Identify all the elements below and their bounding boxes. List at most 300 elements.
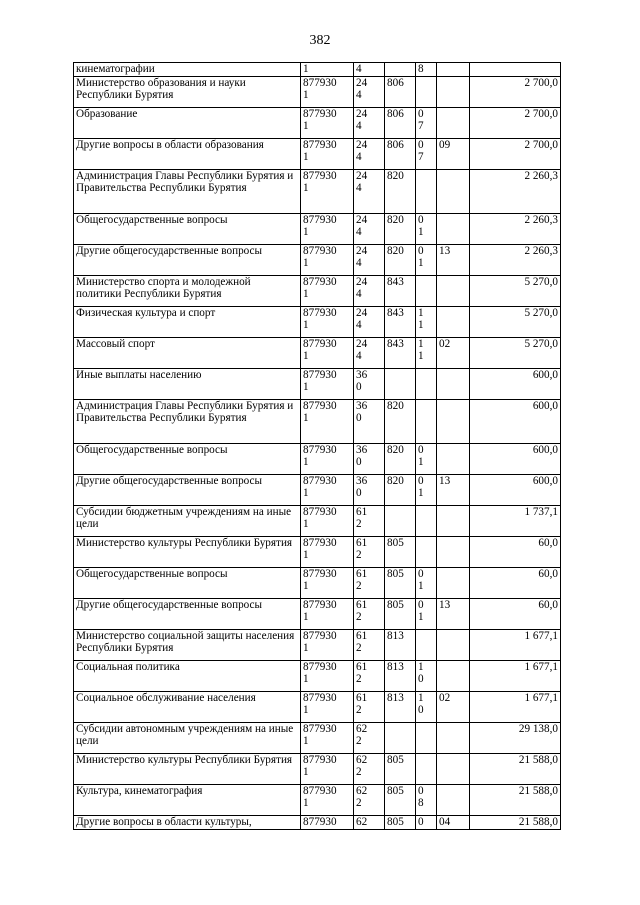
expense-type-cell [354, 399, 385, 443]
target-article-cell [301, 244, 354, 275]
expense-type-cell-text: 61 [356, 691, 368, 704]
expense-type-cell-text: 4 [356, 151, 362, 163]
expense-type-cell-text: 61 [356, 536, 368, 549]
ministry-code-cell [385, 505, 416, 536]
table-row [74, 598, 561, 629]
expense-type-cell-text: 24 [356, 213, 368, 226]
target-article-cell-text: 877930 [303, 722, 337, 735]
expense-type-cell [354, 138, 385, 169]
subsection-cell [437, 169, 470, 213]
target-article-cell-text: 877930 [303, 138, 337, 151]
target-article-cell-text: 1 [303, 288, 309, 300]
ministry-code-cell [385, 598, 416, 629]
section-cell [416, 505, 437, 536]
row-name-cell-text: Министерство культуры Республики Бурятия [76, 536, 293, 549]
expense-type-cell [354, 275, 385, 306]
expense-type-cell-text: 0 [356, 381, 362, 393]
expense-type-cell-text: 36 [356, 474, 368, 487]
amount-cell-text: 5 270,0 [524, 275, 558, 288]
row-name-cell [74, 753, 301, 784]
table-row [74, 815, 561, 829]
section-cell-text: 8 [418, 797, 424, 809]
row-name-cell [74, 76, 301, 107]
section-cell-text: 8 [418, 63, 424, 75]
section-cell [416, 753, 437, 784]
expense-type-cell [354, 784, 385, 815]
target-article-cell-text: 1 [303, 766, 309, 778]
ministry-code-cell [385, 629, 416, 660]
row-name-cell [74, 368, 301, 399]
amount-cell [470, 63, 561, 77]
target-article-cell-text: 1 [303, 226, 309, 238]
row-name-cell [74, 244, 301, 275]
table-row [74, 107, 561, 138]
expense-type-cell-text: 4 [356, 120, 362, 132]
amount-cell-text: 1 677,1 [524, 691, 558, 704]
ministry-code-cell-text: 843 [387, 306, 404, 319]
ministry-code-cell-text: 820 [387, 399, 404, 412]
section-cell [416, 368, 437, 399]
expense-type-cell-text: 4 [356, 89, 362, 101]
ministry-code-cell-text: 805 [387, 598, 404, 611]
row-name-cell-text: Субсидии бюджетным учреждениям на иные цели [76, 505, 292, 530]
table-row [74, 306, 561, 337]
amount-cell-text: 5 270,0 [524, 337, 558, 350]
section-cell-text: 1 [418, 337, 424, 350]
table-row [74, 368, 561, 399]
row-name-cell-text: Администрация Главы Республики Бурятия и Правительства Республики Бурятия [76, 169, 294, 194]
ministry-code-cell-text: 805 [387, 815, 404, 828]
amount-cell [470, 815, 561, 829]
target-article-cell-text: 1 [303, 797, 309, 809]
expense-type-cell-text: 62 [356, 784, 368, 797]
section-cell [416, 598, 437, 629]
ministry-code-cell-text: 843 [387, 337, 404, 350]
table-row [74, 536, 561, 567]
row-name-cell-text: Социальная политика [76, 660, 180, 673]
table-row [74, 443, 561, 474]
section-cell-text: 0 [418, 138, 424, 151]
target-article-cell [301, 753, 354, 784]
table-row [74, 275, 561, 306]
target-article-cell-text: 877930 [303, 213, 337, 226]
subsection-cell [437, 722, 470, 753]
expense-type-cell [354, 169, 385, 213]
section-cell-text: 1 [418, 306, 424, 319]
ministry-code-cell [385, 306, 416, 337]
target-article-cell-text: 1 [303, 89, 309, 101]
expense-type-cell-text: 61 [356, 505, 368, 518]
target-article-cell-text: 1 [303, 63, 309, 75]
target-article-cell-text: 877930 [303, 76, 337, 89]
expense-type-cell-text: 62 [356, 753, 368, 766]
amount-cell [470, 107, 561, 138]
section-cell-text: 1 [418, 226, 424, 238]
target-article-cell-text: 877930 [303, 107, 337, 120]
subsection-cell [437, 567, 470, 598]
page-number: 382 [309, 33, 331, 48]
amount-cell [470, 784, 561, 815]
section-cell [416, 722, 437, 753]
section-cell-text: 0 [418, 474, 424, 487]
row-name-cell [74, 784, 301, 815]
expense-type-cell [354, 660, 385, 691]
table-row [74, 722, 561, 753]
expense-type-cell-text: 4 [356, 63, 362, 75]
expense-type-cell-text: 4 [356, 319, 362, 331]
section-cell [416, 784, 437, 815]
expense-type-cell [354, 567, 385, 598]
row-name-cell [74, 629, 301, 660]
amount-cell-text: 2 700,0 [524, 107, 558, 120]
ministry-code-cell [385, 213, 416, 244]
expense-type-cell-text: 2 [356, 549, 362, 561]
target-article-cell-text: 1 [303, 412, 309, 424]
section-cell [416, 337, 437, 368]
target-article-cell-text: 1 [303, 580, 309, 592]
section-cell [416, 691, 437, 722]
target-article-cell-text: 1 [303, 381, 309, 393]
amount-cell [470, 474, 561, 505]
ministry-code-cell-text: 820 [387, 474, 404, 487]
target-article-cell [301, 784, 354, 815]
section-cell-text: 0 [418, 107, 424, 120]
amount-cell-text: 21 588,0 [518, 753, 558, 766]
ministry-code-cell [385, 784, 416, 815]
ministry-code-cell [385, 474, 416, 505]
target-article-cell-text: 877930 [303, 505, 337, 518]
section-cell-text: 0 [418, 443, 424, 456]
table-row [74, 753, 561, 784]
section-cell-text: 1 [418, 691, 424, 704]
expense-type-cell [354, 213, 385, 244]
target-article-cell [301, 306, 354, 337]
expense-type-cell-text: 2 [356, 797, 362, 809]
ministry-code-cell-text: 806 [387, 76, 404, 89]
row-name-cell [74, 275, 301, 306]
row-name-cell-text: Другие общегосударственные вопросы [76, 598, 263, 611]
row-name-cell-text: Образование [76, 107, 138, 120]
amount-cell-text: 1 737,1 [524, 505, 558, 518]
expense-type-cell-text: 4 [356, 182, 362, 194]
ministry-code-cell-text: 805 [387, 536, 404, 549]
expense-type-cell [354, 76, 385, 107]
target-article-cell-text: 1 [303, 257, 309, 269]
subsection-cell [437, 244, 470, 275]
target-article-cell-text: 877930 [303, 169, 337, 182]
target-article-cell-text: 877930 [303, 753, 337, 766]
subsection-cell [437, 691, 470, 722]
table-row [74, 76, 561, 107]
expense-type-cell-text: 36 [356, 443, 368, 456]
section-cell [416, 306, 437, 337]
ministry-code-cell-text: 820 [387, 213, 404, 226]
table-row [74, 629, 561, 660]
expense-type-cell [354, 753, 385, 784]
row-name-cell-text: Министерство образования и науки Республики Бурятия [76, 76, 246, 101]
expense-type-cell-text: 2 [356, 735, 362, 747]
amount-cell-text: 21 588,0 [518, 815, 558, 828]
ministry-code-cell-text: 820 [387, 443, 404, 456]
subsection-cell-text: 02 [439, 691, 451, 704]
subsection-cell [437, 536, 470, 567]
row-name-cell-text: кинематографии [76, 63, 155, 75]
ministry-code-cell-text: 820 [387, 244, 404, 257]
amount-cell-text: 600,0 [532, 474, 558, 487]
expense-type-cell [354, 536, 385, 567]
ministry-code-cell-text: 805 [387, 753, 404, 766]
expense-type-cell-text: 4 [356, 257, 362, 269]
expense-type-cell-text: 2 [356, 766, 362, 778]
subsection-cell [437, 107, 470, 138]
subsection-cell [437, 443, 470, 474]
ministry-code-cell [385, 567, 416, 598]
target-article-cell-text: 877930 [303, 306, 337, 319]
section-cell-text: 0 [418, 244, 424, 257]
subsection-cell [437, 399, 470, 443]
section-cell-text: 1 [418, 456, 424, 468]
section-cell-text: 1 [418, 487, 424, 499]
subsection-cell [437, 660, 470, 691]
expense-type-cell-text: 24 [356, 169, 368, 182]
row-name-cell [74, 169, 301, 213]
expense-type-cell-text: 2 [356, 580, 362, 592]
ministry-code-cell [385, 169, 416, 213]
expense-type-cell-text: 61 [356, 660, 368, 673]
row-name-cell [74, 443, 301, 474]
expense-type-cell [354, 474, 385, 505]
row-name-cell-text: Общегосударственные вопросы [76, 567, 228, 580]
amount-cell [470, 691, 561, 722]
target-article-cell [301, 399, 354, 443]
subsection-cell-text: 04 [439, 815, 451, 828]
target-article-cell-text: 877930 [303, 691, 337, 704]
section-cell-text: 1 [418, 660, 424, 673]
subsection-cell [437, 474, 470, 505]
row-name-cell-text: Министерство спорта и молодежной политики Республики Бурятия [76, 275, 251, 300]
ministry-code-cell [385, 753, 416, 784]
table-row [74, 169, 561, 213]
expense-type-cell-text: 24 [356, 107, 368, 120]
table-row [74, 337, 561, 368]
table-row [74, 213, 561, 244]
ministry-code-cell [385, 691, 416, 722]
section-cell-text: 1 [418, 580, 424, 592]
section-cell-text: 0 [418, 815, 424, 828]
expense-type-cell-text: 2 [356, 642, 362, 654]
target-article-cell-text: 1 [303, 735, 309, 747]
section-cell-text: 0 [418, 673, 424, 685]
budget-table [73, 62, 561, 830]
target-article-cell [301, 567, 354, 598]
target-article-cell [301, 76, 354, 107]
row-name-cell-text: Другие вопросы в области культуры, [76, 815, 252, 828]
section-cell [416, 474, 437, 505]
section-cell [416, 275, 437, 306]
row-name-cell [74, 138, 301, 169]
table-row [74, 244, 561, 275]
section-cell-text: 7 [418, 151, 424, 163]
subsection-cell-text: 02 [439, 337, 451, 350]
row-name-cell-text: Субсидии автономным учреждениям на иные цели [76, 722, 294, 747]
amount-cell [470, 443, 561, 474]
target-article-cell-text: 877930 [303, 337, 337, 350]
expense-type-cell-text: 61 [356, 598, 368, 611]
subsection-cell [437, 138, 470, 169]
target-article-cell-text: 877930 [303, 443, 337, 456]
table-row [74, 691, 561, 722]
target-article-cell-text: 1 [303, 319, 309, 331]
ministry-code-cell-text: 813 [387, 691, 404, 704]
row-name-cell [74, 399, 301, 443]
ministry-code-cell-text: 806 [387, 107, 404, 120]
section-cell-text: 0 [418, 213, 424, 226]
expense-type-cell-text: 61 [356, 567, 368, 580]
amount-cell [470, 275, 561, 306]
target-article-cell [301, 629, 354, 660]
expense-type-cell [354, 629, 385, 660]
amount-cell-text: 600,0 [532, 399, 558, 412]
amount-cell-text: 5 270,0 [524, 306, 558, 319]
target-article-cell-text: 1 [303, 487, 309, 499]
amount-cell-text: 2 260,3 [524, 213, 558, 226]
row-name-cell [74, 213, 301, 244]
row-name-cell [74, 660, 301, 691]
target-article-cell-text: 877930 [303, 598, 337, 611]
target-article-cell [301, 505, 354, 536]
target-article-cell [301, 722, 354, 753]
subsection-cell [437, 505, 470, 536]
amount-cell-text: 60,0 [538, 598, 558, 611]
target-article-cell [301, 337, 354, 368]
target-article-cell [301, 815, 354, 829]
subsection-cell-text: 13 [439, 474, 451, 487]
expense-type-cell [354, 505, 385, 536]
expense-type-cell-text: 24 [356, 244, 368, 257]
row-name-cell [74, 598, 301, 629]
amount-cell-text: 21 588,0 [518, 784, 558, 797]
subsection-cell-text: 13 [439, 598, 451, 611]
row-name-cell-text: Другие вопросы в области образования [76, 138, 264, 151]
table-row [74, 505, 561, 536]
amount-cell [470, 399, 561, 443]
section-cell-text: 1 [418, 350, 424, 362]
expense-type-cell-text: 4 [356, 350, 362, 362]
target-article-cell-text: 877930 [303, 660, 337, 673]
subsection-cell [437, 368, 470, 399]
subsection-cell [437, 76, 470, 107]
table-row [74, 63, 561, 77]
row-name-cell [74, 505, 301, 536]
target-article-cell [301, 169, 354, 213]
table-row [74, 784, 561, 815]
target-article-cell-text: 1 [303, 456, 309, 468]
row-name-cell-text: Физическая культура и спорт [76, 306, 216, 319]
section-cell-text: 0 [418, 567, 424, 580]
amount-cell-text: 29 138,0 [518, 722, 558, 735]
row-name-cell-text: Министерство культуры Республики Бурятия [76, 753, 293, 766]
ministry-code-cell [385, 275, 416, 306]
target-article-cell-text: 1 [303, 518, 309, 530]
amount-cell-text: 2 260,3 [524, 244, 558, 257]
expense-type-cell-text: 24 [356, 138, 368, 151]
section-cell-text: 0 [418, 598, 424, 611]
amount-cell-text: 1 677,1 [524, 629, 558, 642]
section-cell-text: 0 [418, 784, 424, 797]
amount-cell [470, 660, 561, 691]
row-name-cell [74, 691, 301, 722]
expense-type-cell [354, 598, 385, 629]
subsection-cell [437, 815, 470, 829]
target-article-cell [301, 107, 354, 138]
expense-type-cell [354, 337, 385, 368]
expense-type-cell-text: 24 [356, 306, 368, 319]
table-row [74, 138, 561, 169]
ministry-code-cell-text: 813 [387, 660, 404, 673]
target-article-cell-text: 877930 [303, 368, 337, 381]
table-row [74, 567, 561, 598]
expense-type-cell [354, 306, 385, 337]
target-article-cell-text: 877930 [303, 244, 337, 257]
target-article-cell-text: 1 [303, 673, 309, 685]
section-cell [416, 244, 437, 275]
row-name-cell [74, 722, 301, 753]
amount-cell-text: 600,0 [532, 443, 558, 456]
expense-type-cell-text: 62 [356, 722, 368, 735]
target-article-cell-text: 1 [303, 642, 309, 654]
expense-type-cell-text: 61 [356, 629, 368, 642]
ministry-code-cell-text: 843 [387, 275, 404, 288]
section-cell [416, 567, 437, 598]
amount-cell [470, 753, 561, 784]
ministry-code-cell-text: 805 [387, 567, 404, 580]
section-cell-text: 1 [418, 611, 424, 623]
table-row [74, 660, 561, 691]
ministry-code-cell [385, 536, 416, 567]
target-article-cell-text: 1 [303, 704, 309, 716]
target-article-cell-text: 1 [303, 549, 309, 561]
target-article-cell-text: 877930 [303, 567, 337, 580]
subsection-cell [437, 213, 470, 244]
expense-type-cell-text: 2 [356, 518, 362, 530]
expense-type-cell [354, 722, 385, 753]
ministry-code-cell [385, 815, 416, 829]
amount-cell [470, 337, 561, 368]
section-cell-text: 1 [418, 257, 424, 269]
ministry-code-cell [385, 76, 416, 107]
ministry-code-cell-text: 806 [387, 138, 404, 151]
target-article-cell-text: 1 [303, 182, 309, 194]
row-name-cell [74, 107, 301, 138]
expense-type-cell [354, 63, 385, 77]
row-name-cell [74, 306, 301, 337]
target-article-cell [301, 213, 354, 244]
section-cell [416, 660, 437, 691]
expense-type-cell-text: 4 [356, 288, 362, 300]
amount-cell-text: 2 260,3 [524, 169, 558, 182]
target-article-cell [301, 63, 354, 77]
target-article-cell-text: 877930 [303, 536, 337, 549]
target-article-cell-text: 1 [303, 151, 309, 163]
expense-type-cell [354, 107, 385, 138]
section-cell [416, 399, 437, 443]
amount-cell [470, 722, 561, 753]
section-cell [416, 536, 437, 567]
ministry-code-cell [385, 368, 416, 399]
expense-type-cell-text: 0 [356, 412, 362, 424]
target-article-cell-text: 877930 [303, 474, 337, 487]
amount-cell [470, 536, 561, 567]
